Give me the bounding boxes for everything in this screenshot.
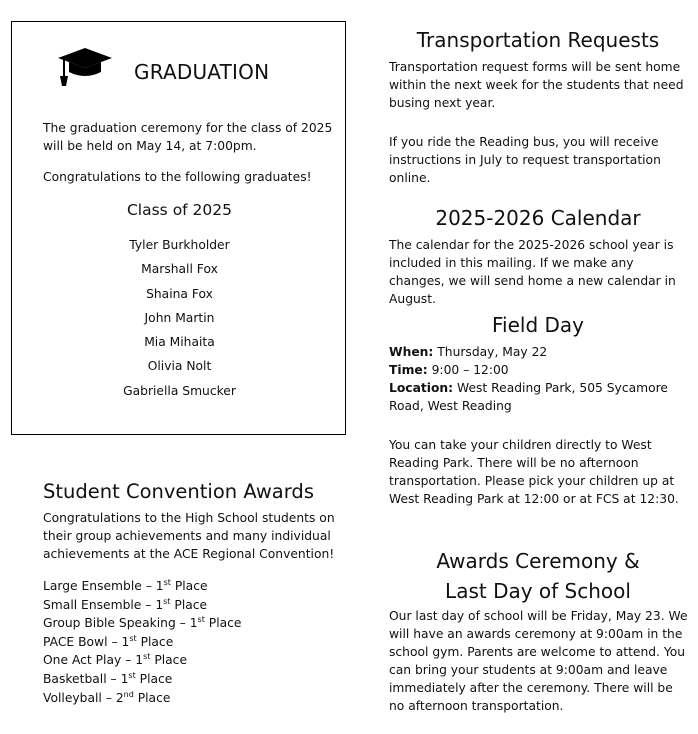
- graduate-name: Mia Mihaita: [144, 335, 215, 350]
- graduate-name: Olivia Nolt: [147, 359, 212, 374]
- transportation-text-2: If you ride the Reading bus, you will receive instructions in July to request transportation online.: [389, 135, 661, 185]
- transportation-text-1: Transportation request forms will be sent home within the next week for the students that need busing next year.: [389, 60, 684, 110]
- graduate-name: Tyler Burkholder: [129, 238, 230, 252]
- award-item: One Act Play – 1st Place: [43, 652, 188, 668]
- field-day-details: [389, 343, 689, 415]
- student-awards-intro: Congratulations to the High School students on their group achievements and many individual achievements at the ACE Regional Convention!: [43, 511, 335, 561]
- graduation-title: GRADUATION: [134, 60, 270, 84]
- graduation-cap-icon: [56, 46, 114, 88]
- awards-ceremony-title: Awards Ceremony & Last Day of School: [436, 549, 640, 603]
- transportation-title: Transportation Requests: [416, 28, 660, 52]
- graduation-box: [11, 21, 346, 435]
- graduate-name: John Martin: [144, 310, 215, 325]
- award-item: Basketball – 1st Place: [43, 670, 173, 686]
- class-title: Class of 2025: [126, 201, 233, 219]
- field-day-time: Time: 9:00 – 12:00: [389, 363, 509, 377]
- award-item: Small Ensemble – 1st Place: [43, 596, 208, 612]
- field-day-location: Location: West Reading Park, 505 Sycamore Road, West Reading: [389, 381, 668, 413]
- graduate-list: [12, 236, 347, 406]
- graduate-name: Gabriella Smucker: [123, 383, 236, 398]
- graduation-ceremony-text: The graduation ceremony for the class of 2025 will be held on May 14, at 7:00pm.: [43, 121, 333, 153]
- field-day-text: You can take your children directly to West Reading Park. There will be no afternoon transportation. Please pick your children up at West Reading Park at 12:00 or at FCS at 12:30.: [389, 438, 679, 506]
- awards-ceremony-text: Our last day of school will be Friday, May 23. We will have an awards ceremony at 9:00am in the school gym. Parents are welcome to attend. You can bring your students at 9:00am and leave immediately after the ceremony. There will be no afternoon transportation.: [389, 609, 688, 713]
- graduate-name: Marshall Fox: [141, 262, 218, 277]
- graduation-congrats-text: Congratulations to the following graduates!: [43, 170, 312, 184]
- award-item: Large Ensemble – 1st Place: [43, 577, 208, 593]
- calendar-text: The calendar for the 2025-2026 school year is included in this mailing. If we make any changes, we will send home a new calendar in August.: [389, 238, 676, 306]
- award-item: Group Bible Speaking – 1st Place: [43, 615, 242, 631]
- student-awards-title: Student Convention Awards: [43, 480, 314, 503]
- award-item: PACE Bowl – 1st Place: [43, 633, 174, 649]
- field-day-when: When: Thursday, May 22: [389, 345, 548, 359]
- award-item: Volleyball – 2nd Place: [43, 689, 171, 705]
- field-day-title: Field Day: [491, 313, 584, 337]
- calendar-title: 2025-2026 Calendar: [435, 206, 641, 230]
- graduate-name: Shaina Fox: [146, 286, 213, 301]
- awards-list: [43, 577, 241, 707]
